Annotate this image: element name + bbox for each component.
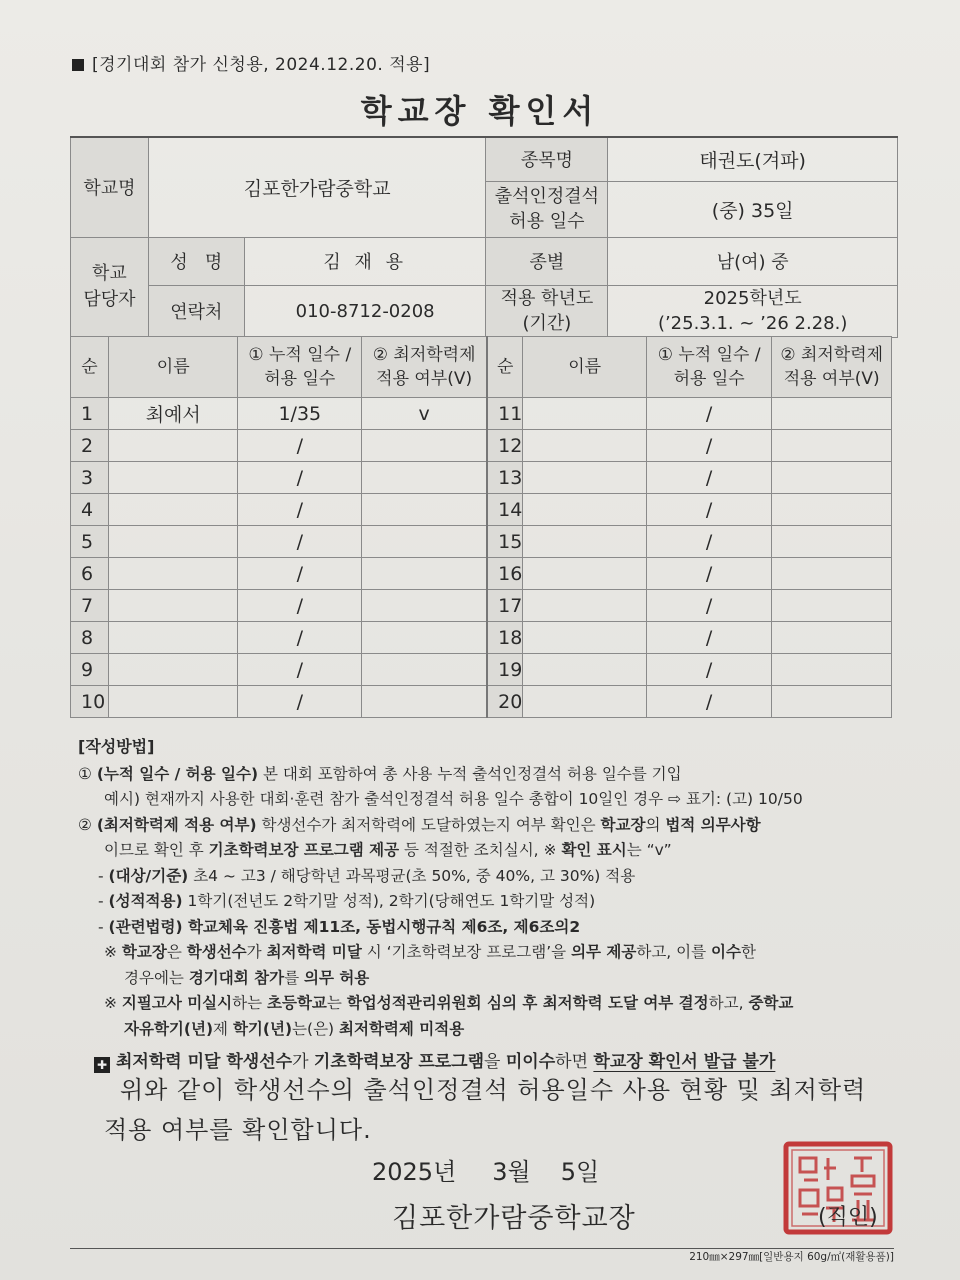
row-number: 14 [487,494,523,526]
days-used-cell: / [238,654,362,686]
table-row [71,398,892,430]
instruction-line: ※ 학교장은 학생선수가 최저학력 미달 시 ‘기초학력보장 프로그램’을 의무 제공하고, 이를 이수한 [104,943,756,961]
table-row [71,494,892,526]
days-used-cell: 1/35 [238,398,362,430]
row-number: 6 [71,558,109,590]
days-used-cell: / [646,430,772,462]
staff-label: 학교 담당자 [71,237,149,337]
row-number: 5 [71,526,109,558]
days-used-cell: / [646,686,772,718]
row-number: 7 [71,590,109,622]
col-days-header: ① 누적 일수 / 허용 일수 [646,337,772,398]
student-name-cell [108,430,238,462]
days-used-cell: / [646,622,772,654]
col-days-header: ① 누적 일수 / 허용 일수 [238,337,362,398]
min-standard-cell [362,654,488,686]
min-standard-cell [772,430,892,462]
staff-name-label: 성 명 [148,237,244,285]
student-name-cell [108,622,238,654]
table-row [71,526,892,558]
table-row [71,430,892,462]
student-name-cell [523,398,647,430]
min-standard-cell [362,622,488,654]
form-usage-note: [경기대회 참가 신청용, 2024.12.20. 적용] [72,50,430,75]
col-name-header: 이름 [523,337,647,398]
contact-value: 010-8712-0208 [244,285,486,337]
min-standard-cell [772,398,892,430]
row-number: 19 [487,654,523,686]
table-row [71,558,892,590]
days-used-cell: / [646,558,772,590]
student-name-cell [523,622,647,654]
days-used-cell: / [646,462,772,494]
min-standard-cell [772,526,892,558]
warning-cross-icon: ✚ [94,1057,110,1073]
min-standard-cell [362,494,488,526]
row-number: 16 [487,558,523,590]
student-name-cell [523,494,647,526]
min-standard-cell [772,462,892,494]
row-number: 3 [71,462,109,494]
days-used-cell: / [238,430,362,462]
days-used-cell: / [238,622,362,654]
min-standard-cell [362,526,488,558]
row-number: 11 [487,398,523,430]
days-used-cell: / [646,654,772,686]
days-used-cell: / [238,462,362,494]
row-number: 17 [487,590,523,622]
instruction-line: ② (최저학력제 적용 여부) 학생선수가 최저학력에 도달하였는지 여부 확인은 학교장의 법적 의무사항 [78,815,761,834]
student-name-cell [108,462,238,494]
event-value: 태권도(겨파) [608,137,898,181]
row-number: 1 [71,398,109,430]
paper-spec-footer: 210㎜×297㎜[일반용지 60g/㎡(재활용품)] [70,1248,894,1249]
instructions-heading: [작성방법] [78,737,155,756]
min-standard-cell [362,430,488,462]
table-row [71,686,892,718]
table-row [71,622,892,654]
table-row [71,590,892,622]
allowed-days-label: 출석인정결석 허용 일수 [486,181,608,237]
year-value: 2025학년도 (’25.3.1. ~ ’26 2.28.) [608,285,898,337]
instruction-line: 경우에는 경기대회 참가를 의무 허용 [124,968,370,987]
student-roster-table [70,336,892,718]
min-standard-cell [362,590,488,622]
instruction-line: 예시) 현재까지 사용한 대회·훈련 참가 출석인정결석 허용 일수 총합이 10일인 경우 ⇨ 표기: (고) 10/50 [104,790,803,808]
row-number: 18 [487,622,523,654]
row-number: 10 [71,686,109,718]
min-standard-cell [362,462,488,494]
allowed-days-value: (중) 35일 [608,181,898,237]
school-name-label: 학교명 [71,137,149,237]
row-number: 12 [487,430,523,462]
seal-label: (직인) [818,1205,878,1230]
student-name-cell [523,686,647,718]
min-standard-cell [772,558,892,590]
student-name-cell [108,654,238,686]
contact-label: 연락처 [148,285,244,337]
student-name-cell [108,494,238,526]
min-standard-cell [772,622,892,654]
year-label: 적용 학년도 (기간) [486,285,608,337]
days-used-cell: / [238,494,362,526]
instruction-line: ※ 지필고사 미실시하는 초등학교는 학업성적관리위원회 심의 후 최저학력 도달 여부 결정하고, 중학교 [104,994,794,1012]
days-used-cell: / [238,526,362,558]
instruction-line: 자유학기(년)제 학기(년)는(은) 최저학력제 미적용 [124,1019,465,1038]
instruction-line: ① (누적 일수 / 허용 일수) 본 대회 포함하여 총 사용 누적 출석인정결석 허용 일수를 기입 [78,764,682,783]
col-min-header: ② 최저학력제 적용 여부(V) [362,337,488,398]
student-name-cell [523,590,647,622]
principal-name: 김포한가람중학교장 [392,1203,636,1234]
row-number: 4 [71,494,109,526]
warning-line: ✚ 최저학력 미달 학생선수가 기초학력보장 프로그램을 미이수하면 학교장 확인서 발급 불가 [78,1050,908,1076]
student-name-cell [523,526,647,558]
col-no-header: 순 [487,337,523,398]
days-used-cell: / [646,494,772,526]
school-name-value: 김포한가람중학교 [148,137,486,237]
event-label: 종목명 [486,137,608,181]
instruction-line: - (대상/기준) 초4 ~ 고3 / 해당학년 과목평균(초 50%, 중 40%, 고 30%) 적용 [98,866,636,885]
days-used-cell: / [646,526,772,558]
staff-name-value: 김 재 용 [244,237,486,285]
student-name-cell [523,654,647,686]
student-name-cell [108,558,238,590]
school-info-table [70,136,898,338]
row-number: 13 [487,462,523,494]
min-standard-cell [362,558,488,590]
bullet-square-icon [72,59,84,71]
days-used-cell: / [646,590,772,622]
min-standard-cell [772,654,892,686]
row-number: 9 [71,654,109,686]
instructions-section [78,734,908,1076]
student-name-cell [523,430,647,462]
min-standard-cell: v [362,398,488,430]
days-used-cell: / [238,686,362,718]
row-number: 15 [487,526,523,558]
days-used-cell: / [646,398,772,430]
days-used-cell: / [238,558,362,590]
student-name-cell [108,686,238,718]
instruction-line: - (성적적용) 1학기(전년도 2학기말 성적), 2학기(당해연도 1학기말 성적) [98,892,596,910]
confirmation-statement: 위와 같이 학생선수의 출석인정결석 허용일수 사용 현황 및 최저학력 적용 여부를 확인합니다. [104,1076,867,1144]
gender-label: 종별 [486,237,608,285]
table-row [71,654,892,686]
min-standard-cell [772,686,892,718]
col-min-header: ② 최저학력제 적용 여부(V) [772,337,892,398]
issue-date: 2025년 3월 5일 [372,1158,600,1186]
student-name-cell [108,526,238,558]
min-standard-cell [362,686,488,718]
row-number: 8 [71,622,109,654]
row-number: 2 [71,430,109,462]
row-number: 20 [487,686,523,718]
days-used-cell: / [238,590,362,622]
instruction-line: - (관련법령) 학교체육 진흥법 제11조, 동법시행규칙 제6조, 제6조의2 [98,917,581,936]
page-title: 학교장 확인서 [360,92,600,130]
col-name-header: 이름 [108,337,238,398]
table-row [71,462,892,494]
instruction-line: 이므로 확인 후 기초학력보장 프로그램 제공 등 적절한 조치실시, ※ 확인 표시는 “v” [104,841,672,859]
student-name-cell [108,590,238,622]
student-name-cell [523,462,647,494]
min-standard-cell [772,590,892,622]
min-standard-cell [772,494,892,526]
col-no-header: 순 [71,337,109,398]
student-name-cell [523,558,647,590]
student-name-cell: 최예서 [108,398,238,430]
gender-value: 남(여) 중 [608,237,898,285]
